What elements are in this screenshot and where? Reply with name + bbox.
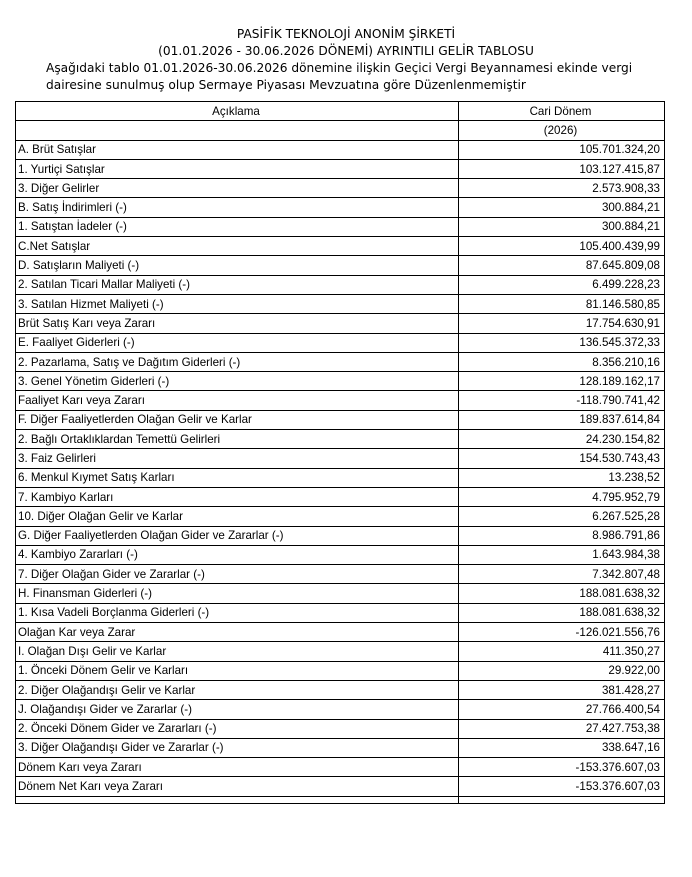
row-label: Olağan Kar veya Zarar	[16, 623, 459, 642]
table-row	[16, 352, 665, 371]
table-row	[16, 603, 665, 622]
row-label: B. Satış İndirimleri (-)	[16, 198, 459, 217]
row-value: 13.238,52	[459, 468, 665, 487]
table-row	[16, 700, 665, 719]
column-header-description: Açıklama	[16, 102, 459, 121]
table-row	[16, 410, 665, 429]
row-label: 1. Satıştan İadeler (-)	[16, 217, 459, 236]
row-value: 81.146.580,85	[459, 294, 665, 313]
row-value: 2.573.908,33	[459, 179, 665, 198]
row-label: C.Net Satışlar	[16, 237, 459, 256]
row-label: 3. Genel Yönetim Giderleri (-)	[16, 372, 459, 391]
table-row	[16, 217, 665, 236]
row-label: 2. Diğer Olağandışı Gelir ve Karlar	[16, 680, 459, 699]
row-value: 6.499.228,23	[459, 275, 665, 294]
report-note-line1: Aşağıdaki tablo 01.01.2026-30.06.2026 dönemine ilişkin Geçici Vergi Beyannamesi ekinde vergi	[46, 61, 633, 75]
table-row	[16, 738, 665, 757]
table-row	[16, 237, 665, 256]
row-value: 411.350,27	[459, 642, 665, 661]
row-value: 8.356.210,16	[459, 352, 665, 371]
table-row	[16, 198, 665, 217]
row-label: 10. Diğer Olağan Gelir ve Karlar	[16, 507, 459, 526]
table-row	[16, 256, 665, 275]
row-label: J. Olağandışı Gider ve Zararlar (-)	[16, 700, 459, 719]
report-title: (01.01.2026 - 30.06.2026 DÖNEMİ) AYRINTILI GELİR TABLOSU	[158, 44, 534, 58]
table-row	[16, 661, 665, 680]
column-header-current-period: Cari Dönem	[459, 102, 665, 121]
row-label: G. Diğer Faaliyetlerden Olağan Gider ve Zararlar (-)	[16, 526, 459, 545]
table-row	[16, 545, 665, 564]
table-row	[16, 565, 665, 584]
row-value: 29.922,00	[459, 661, 665, 680]
table-row	[16, 159, 665, 178]
table-row-empty	[16, 796, 665, 803]
table-row	[16, 507, 665, 526]
row-label: 7. Kambiyo Karları	[16, 487, 459, 506]
row-value: 6.267.525,28	[459, 507, 665, 526]
row-value: 27.766.400,54	[459, 700, 665, 719]
row-label: 1. Yurtiçi Satışlar	[16, 159, 459, 178]
table-row	[16, 179, 665, 198]
row-label: 4. Kambiyo Zararları (-)	[16, 545, 459, 564]
row-value: 24.230.154,82	[459, 430, 665, 449]
row-label: 2. Bağlı Ortaklıklardan Temettü Gelirleri	[16, 430, 459, 449]
row-label: H. Finansman Giderleri (-)	[16, 584, 459, 603]
row-value: 136.545.372,33	[459, 333, 665, 352]
row-label: 1. Önceki Dönem Gelir ve Karları	[16, 661, 459, 680]
table-row	[16, 430, 665, 449]
table-row	[16, 294, 665, 313]
row-value: 189.837.614,84	[459, 410, 665, 429]
table-row	[16, 372, 665, 391]
row-value: 17.754.630,91	[459, 314, 665, 333]
table-row	[16, 777, 665, 796]
table-row	[16, 642, 665, 661]
row-value: 8.986.791,86	[459, 526, 665, 545]
row-value: 105.400.439,99	[459, 237, 665, 256]
row-label: Faaliyet Karı veya Zararı	[16, 391, 459, 410]
table-row	[16, 140, 665, 159]
table-row	[16, 680, 665, 699]
column-header-blank	[16, 121, 459, 140]
row-value: 4.795.952,79	[459, 487, 665, 506]
table-row	[16, 275, 665, 294]
column-header-year: (2026)	[459, 121, 665, 140]
table-body	[16, 140, 665, 803]
row-label: E. Faaliyet Giderleri (-)	[16, 333, 459, 352]
row-value: -126.021.556,76	[459, 623, 665, 642]
row-label: 3. Diğer Olağandışı Gider ve Zararlar (-)	[16, 738, 459, 757]
table-row	[16, 391, 665, 410]
report-note-line2: dairesine sunulmuş olup Sermaye Piyasası Mevzuatına göre Düzenlenmemiştir	[46, 78, 526, 92]
row-label: 3. Diğer Gelirler	[16, 179, 459, 198]
row-label: 6. Menkul Kıymet Satış Karları	[16, 468, 459, 487]
row-value: -118.790.741,42	[459, 391, 665, 410]
row-value: 7.342.807,48	[459, 565, 665, 584]
row-label: Dönem Karı veya Zararı	[16, 758, 459, 777]
table-row	[16, 468, 665, 487]
table-header-row	[16, 102, 665, 121]
row-value: 300.884,21	[459, 198, 665, 217]
row-value: -153.376.607,03	[459, 777, 665, 796]
table-header-year-row	[16, 121, 665, 140]
company-name: PASİFİK TEKNOLOJİ ANONİM ŞİRKETİ	[236, 27, 456, 41]
row-label: I. Olağan Dışı Gelir ve Karlar	[16, 642, 459, 661]
row-label: F. Diğer Faaliyetlerden Olağan Gelir ve Karlar	[16, 410, 459, 429]
row-label: 3. Faiz Gelirleri	[16, 449, 459, 468]
row-value: 103.127.415,87	[459, 159, 665, 178]
row-value: 188.081.638,32	[459, 603, 665, 622]
table-row	[16, 584, 665, 603]
row-label: D. Satışların Maliyeti (-)	[16, 256, 459, 275]
table-row	[16, 623, 665, 642]
table-row	[16, 314, 665, 333]
empty-cell	[459, 796, 665, 803]
row-label: Brüt Satış Karı veya Zararı	[16, 314, 459, 333]
row-label: 2. Pazarlama, Satış ve Dağıtım Giderleri (-)	[16, 352, 459, 371]
row-label: 3. Satılan Hizmet Maliyeti (-)	[16, 294, 459, 313]
row-label: 2. Satılan Ticari Mallar Maliyeti (-)	[16, 275, 459, 294]
row-label: 1. Kısa Vadeli Borçlanma Giderleri (-)	[16, 603, 459, 622]
report-header	[0, 26, 692, 94]
row-value: 381.428,27	[459, 680, 665, 699]
row-label: A. Brüt Satışlar	[16, 140, 459, 159]
row-label: Dönem Net Karı veya Zararı	[16, 777, 459, 796]
row-value: 105.701.324,20	[459, 140, 665, 159]
row-value: 128.189.162,17	[459, 372, 665, 391]
row-value: 87.645.809,08	[459, 256, 665, 275]
row-value: 154.530.743,43	[459, 449, 665, 468]
row-label: 7. Diğer Olağan Gider ve Zararlar (-)	[16, 565, 459, 584]
table-row	[16, 333, 665, 352]
row-value: 27.427.753,38	[459, 719, 665, 738]
row-value: 188.081.638,32	[459, 584, 665, 603]
table-row	[16, 487, 665, 506]
table-row	[16, 449, 665, 468]
row-value: 1.643.984,38	[459, 545, 665, 564]
table-row	[16, 526, 665, 545]
row-label: 2. Önceki Dönem Gider ve Zararları (-)	[16, 719, 459, 738]
row-value: -153.376.607,03	[459, 758, 665, 777]
income-statement-table	[15, 101, 665, 804]
row-value: 300.884,21	[459, 217, 665, 236]
table-row	[16, 719, 665, 738]
row-value: 338.647,16	[459, 738, 665, 757]
table-row	[16, 758, 665, 777]
empty-cell	[16, 796, 459, 803]
